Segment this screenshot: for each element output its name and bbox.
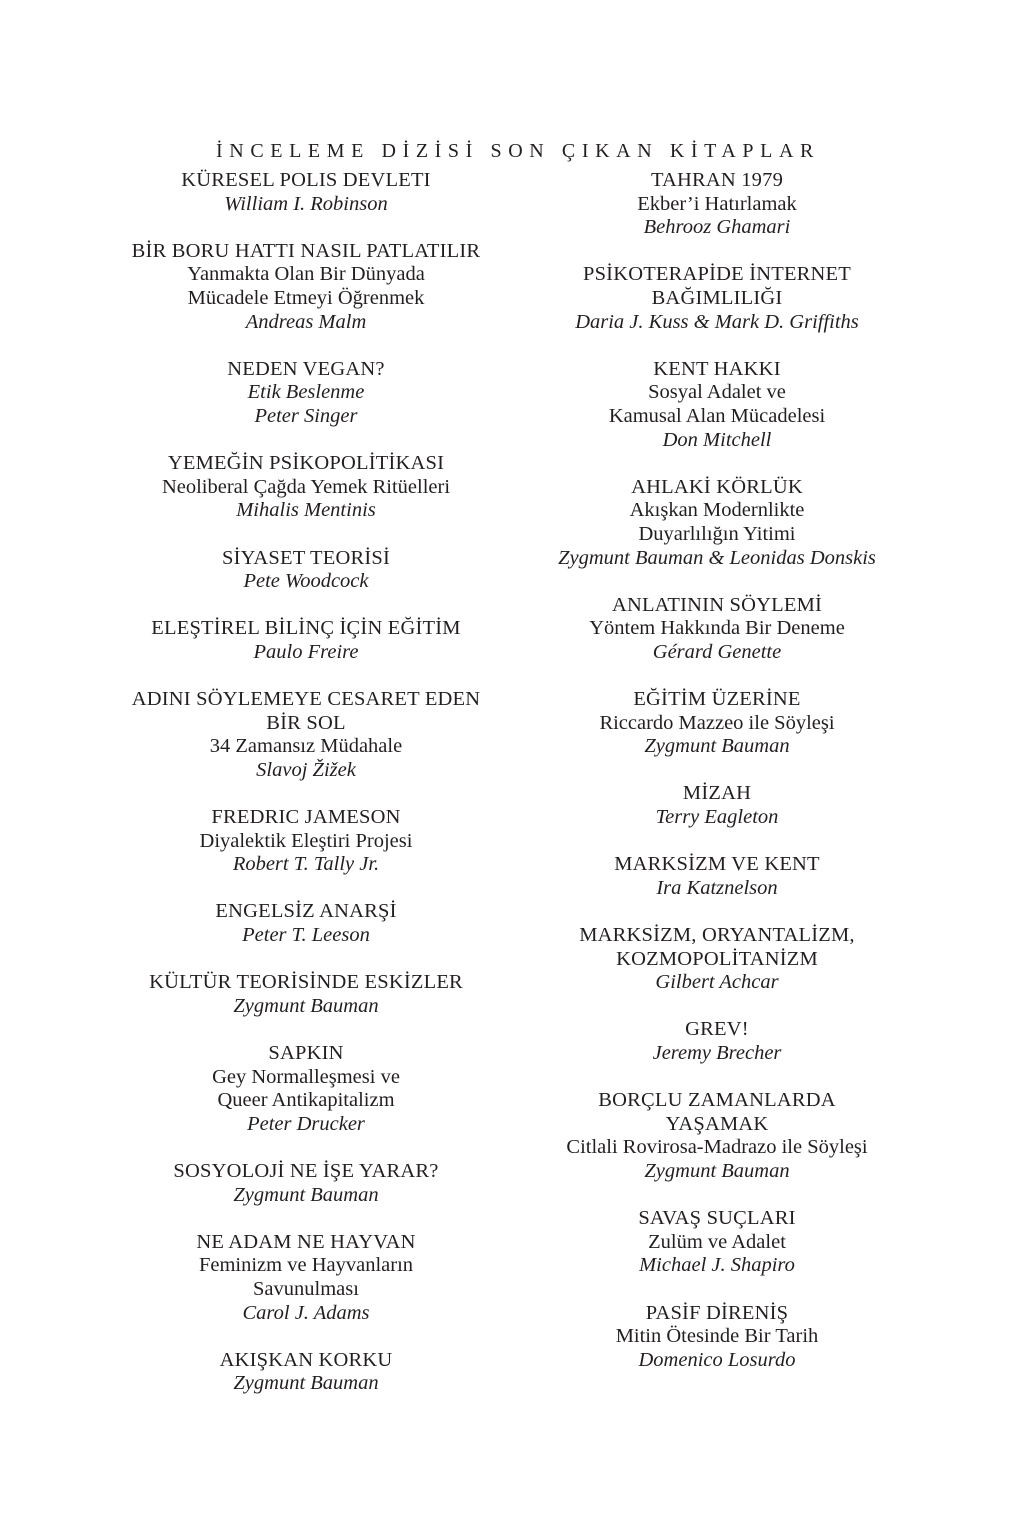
book-title: ELEŞTİREL BİLİNÇ İÇİN EĞİTİM — [151, 617, 461, 640]
book-title: NEDEN VEGAN? — [227, 357, 385, 380]
book-author: Terry Eagleton — [655, 806, 779, 829]
book-title: BORÇLU ZAMANLARDA — [598, 1089, 836, 1112]
book-author: Zygmunt Bauman — [233, 994, 379, 1017]
book-entry — [497, 476, 937, 570]
book-entry — [497, 263, 937, 334]
book-title: KOZMOPOLİTANİZM — [616, 947, 818, 970]
book-title: MARKSİZM, ORYANTALİZM, — [579, 924, 855, 946]
book-author: Peter Singer — [254, 404, 358, 427]
book-author: Gilbert Achcar — [655, 971, 779, 994]
book-title: AKIŞKAN KORKU — [219, 1348, 393, 1371]
book-entry — [86, 240, 526, 334]
book-entry — [497, 1018, 937, 1065]
book-entry — [86, 547, 526, 594]
book-subtitle: Citlali Rovirosa-Madrazo ile Söyleşi — [566, 1136, 868, 1159]
book-title: EĞİTİM ÜZERİNE — [633, 688, 801, 711]
book-entry — [497, 782, 937, 829]
book-author: Mihalis Mentinis — [236, 499, 376, 522]
book-title: TAHRAN 1979 — [650, 169, 784, 191]
book-author: Gérard Genette — [652, 640, 782, 663]
book-author: Paulo Freire — [253, 640, 359, 663]
book-entry — [86, 806, 526, 877]
book-entry — [497, 169, 937, 240]
book-title: SAVAŞ SUÇLARI — [638, 1207, 796, 1230]
book-author: Etik Beslenme — [247, 381, 365, 404]
book-author: Zygmunt Bauman — [233, 1372, 379, 1395]
book-entry — [497, 1302, 937, 1373]
book-entry — [86, 1349, 526, 1396]
book-subtitle: Savunulması — [253, 1277, 359, 1300]
book-title: YEMEĞİN PSİKOPOLİTİKASI — [167, 452, 445, 475]
book-subtitle: Mücadele Etmeyi Öğrenmek — [187, 286, 425, 309]
book-title: ENGELSİZ ANARŞİ — [215, 900, 397, 923]
book-subtitle: Zulüm ve Adalet — [648, 1230, 786, 1253]
book-author: Behrooz Ghamari — [643, 216, 791, 239]
book-entry — [86, 169, 526, 216]
book-entry — [86, 900, 526, 947]
book-entry — [497, 358, 937, 452]
book-title: SAPKIN — [268, 1041, 344, 1064]
book-entry — [497, 1089, 937, 1183]
book-entry — [86, 358, 526, 429]
book-subtitle: Duyarlılığın Yitimi — [638, 522, 796, 545]
book-title: NE ADAM NE HAYVAN — [196, 1230, 416, 1253]
book-author: Don Mitchell — [662, 428, 772, 451]
book-entry — [497, 924, 937, 995]
book-entry — [86, 617, 526, 664]
book-title: MARKSİZM VE KENT — [614, 853, 820, 876]
book-entry — [86, 1160, 526, 1207]
book-author: Jeremy Brecher — [652, 1041, 782, 1064]
book-subtitle: Neoliberal Çağda Yemek Ritüelleri — [161, 475, 451, 498]
book-subtitle: 34 Zamansız Müdahale — [209, 735, 403, 758]
book-title: PSİKOTERAPİDE İNTERNET — [582, 263, 852, 286]
book-entry — [86, 452, 526, 523]
book-author: Robert T. Tally Jr. — [232, 853, 380, 876]
book-subtitle: Yanmakta Olan Bir Dünyada — [187, 263, 425, 286]
book-author: Zygmunt Bauman & Leonidas Donskis — [558, 546, 876, 569]
book-entry — [86, 971, 526, 1018]
book-subtitle: Sosyal Adalet ve — [648, 381, 786, 404]
book-entry — [497, 853, 937, 900]
book-author: William I. Robinson — [224, 192, 388, 215]
book-author: Andreas Malm — [245, 310, 367, 333]
book-title: BİR BORU HATTI NASIL PATLATILIR — [131, 239, 481, 262]
book-title: KENT HAKKI — [653, 357, 781, 380]
book-title: ANLATININ SÖYLEMİ — [611, 593, 823, 616]
book-title: GREV! — [685, 1018, 749, 1041]
book-author: Daria J. Kuss & Mark D. Griffiths — [575, 310, 859, 333]
book-entry — [86, 1231, 526, 1325]
book-author: Zygmunt Bauman — [233, 1183, 379, 1206]
book-subtitle: Yöntem Hakkında Bir Deneme — [589, 617, 845, 640]
book-title: FREDRIC JAMESON — [211, 806, 401, 829]
book-subtitle: Kamusal Alan Mücadelesi — [608, 404, 826, 427]
book-author: Michael J. Shapiro — [639, 1254, 795, 1277]
book-entry — [86, 1042, 526, 1136]
right-book-column — [497, 169, 937, 1396]
book-title: KÜLTÜR TEORİSİNDE ESKİZLER — [149, 971, 463, 994]
book-author: Slavoj Žižek — [256, 758, 356, 781]
book-title: KÜRESEL POLIS DEVLETI — [181, 169, 431, 191]
book-author: Peter Drucker — [247, 1112, 365, 1135]
book-subtitle: Feminizm ve Hayvanların — [198, 1254, 414, 1277]
book-subtitle: Queer Antikapitalizm — [217, 1089, 395, 1112]
book-author: Pete Woodcock — [243, 570, 369, 593]
book-subtitle: Akışkan Modernlikte — [629, 499, 805, 522]
book-title: SOSYOLOJİ NE İŞE YARAR? — [173, 1159, 439, 1182]
book-subtitle: Mitin Ötesinde Bir Tarih — [615, 1325, 819, 1348]
series-title: İNCELEME DİZİSİ SON ÇIKAN KİTAPLAR — [216, 140, 820, 162]
book-title: MİZAH — [682, 782, 752, 805]
book-title: BİR SOL — [266, 711, 346, 734]
book-title: SİYASET TEORİSİ — [222, 546, 390, 569]
book-author: Domenico Losurdo — [638, 1348, 796, 1371]
book-entry — [497, 1207, 937, 1278]
left-book-column — [86, 169, 526, 1419]
book-author: Peter T. Leeson — [242, 924, 370, 946]
book-subtitle: Gey Normalleşmesi ve — [212, 1065, 400, 1088]
book-title: ADINI SÖYLEMEYE CESARET EDEN — [131, 688, 481, 711]
book-entry — [86, 688, 526, 782]
book-subtitle: Ekber’i Hatırlamak — [637, 192, 797, 215]
book-entry — [497, 688, 937, 759]
book-author: Carol J. Adams — [242, 1301, 370, 1324]
book-author: Zygmunt Bauman — [644, 1159, 790, 1182]
book-author: Ira Katznelson — [656, 876, 778, 899]
book-title: AHLAKİ KÖRLÜK — [631, 475, 803, 498]
book-title: YAŞAMAK — [665, 1112, 769, 1135]
book-title: BAĞIMLILIĞI — [651, 286, 783, 309]
book-title: PASİF DİRENİŞ — [645, 1301, 789, 1324]
book-author: Zygmunt Bauman — [644, 735, 790, 758]
book-subtitle: Riccardo Mazzeo ile Söyleşi — [599, 711, 835, 734]
book-subtitle: Diyalektik Eleştiri Projesi — [199, 829, 413, 852]
book-entry — [497, 594, 937, 665]
